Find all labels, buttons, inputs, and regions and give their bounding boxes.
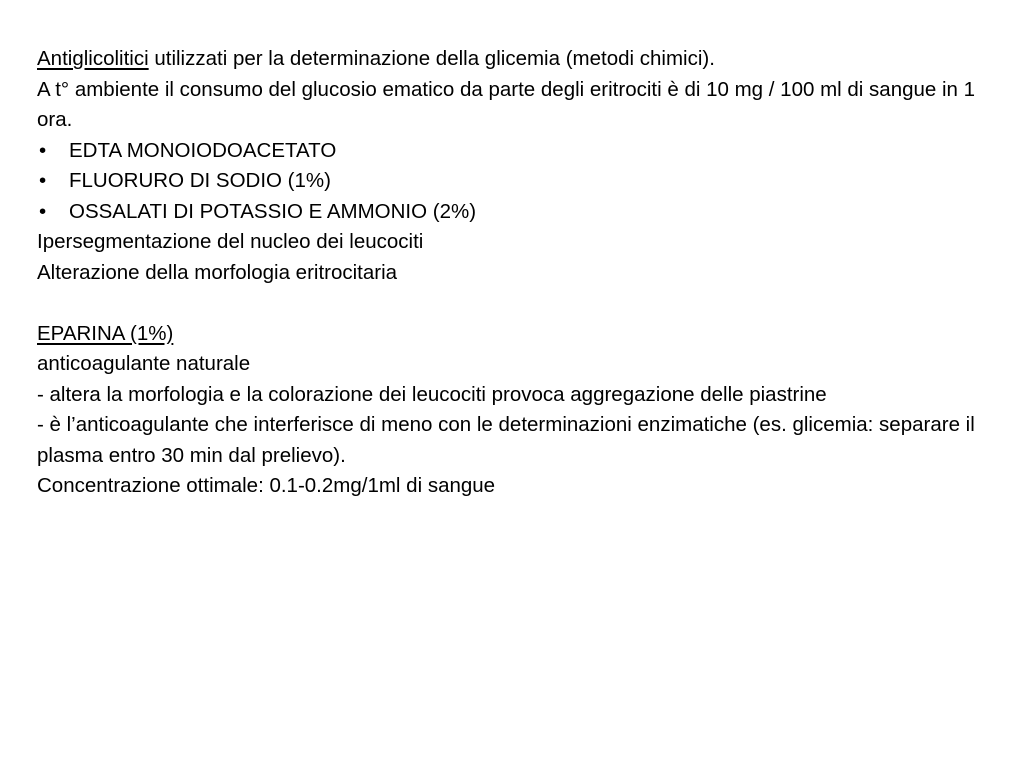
antiglycolytics-heading-line <box>37 44 997 75</box>
heparin-text-line: anticoagulante naturale <box>37 352 251 375</box>
note-line: Alterazione della morfologia eritrocitaria <box>37 260 398 284</box>
antiglycolytics-list <box>37 136 997 228</box>
heparin-text-line: - è l’anticoagulante che interferisce di meno con le determinazioni enzimatiche (es. glicemia: separare il plasma entro 30 min dal prelievo). <box>37 413 975 467</box>
list-item-text: FLUORURO DI SODIO (1%) <box>69 169 331 192</box>
heparin-heading-line <box>37 319 997 350</box>
slide-text-body <box>37 44 997 502</box>
heparin-heading: EPARINA (1%) <box>37 321 174 345</box>
bullet-icon: • <box>39 199 47 223</box>
list-item <box>37 136 997 167</box>
bullet-icon: • <box>39 138 47 162</box>
heparin-text-line: Concentrazione ottimale: 0.1-0.2mg/1ml di sangue <box>37 474 496 497</box>
antiglycolytics-heading-rest: utilizzati per la determinazione della glicemia (metodi chimici). <box>148 47 715 70</box>
antiglycolytics-heading: Antiglicolitici <box>37 47 149 70</box>
glucose-consumption-text: A t° ambiente il consumo del glucosio ematico da parte degli eritrociti è di 10 mg / 100 ml di sangue in 1 ora. <box>37 77 976 131</box>
list-item <box>37 197 997 228</box>
list-item <box>37 166 997 197</box>
note-line: Ipersegmentazione del nucleo dei leucociti <box>37 230 424 253</box>
section-spacer <box>37 288 997 319</box>
list-item-text: OSSALATI DI POTASSIO E AMMONIO (2%) <box>69 199 477 223</box>
list-item-text: EDTA MONOIODOACETATO <box>69 138 337 162</box>
heparin-text-line: - altera la morfologia e la colorazione dei leucociti provoca aggregazione delle piastrine <box>37 382 827 406</box>
bullet-icon: • <box>39 169 47 192</box>
